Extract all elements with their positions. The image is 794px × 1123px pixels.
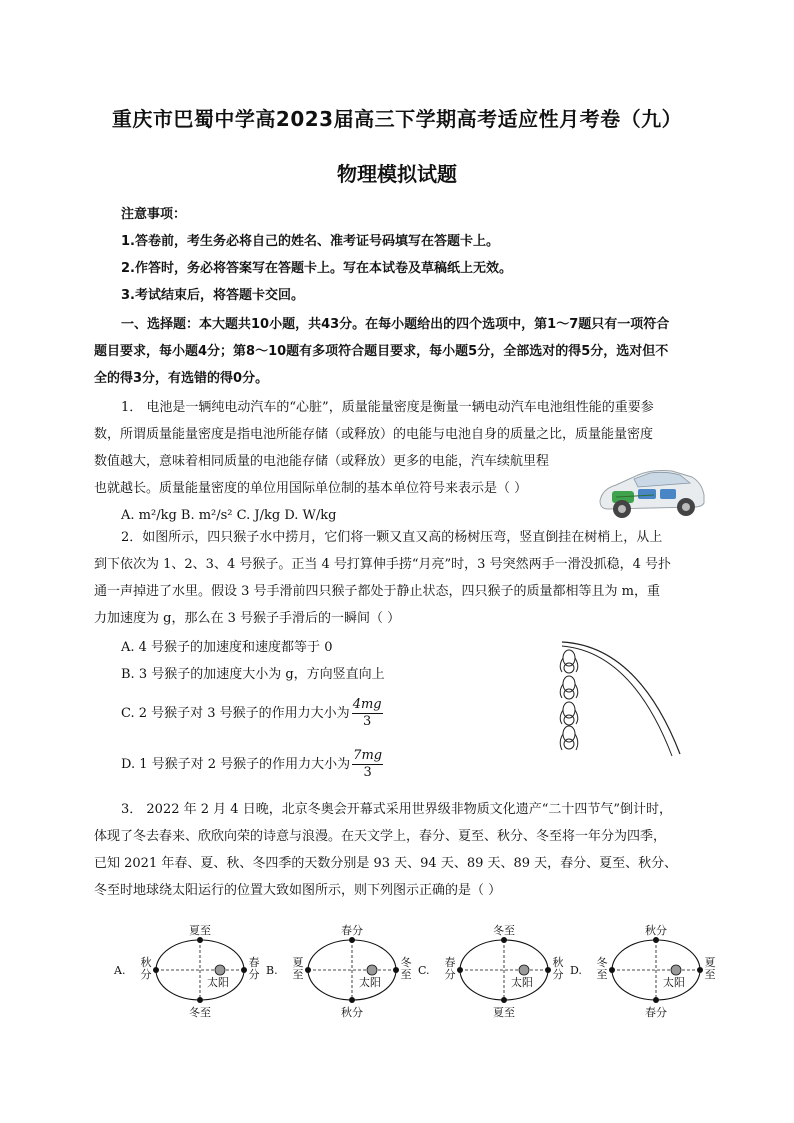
question-2-text: 通一声掉进了水里。假设 3 号手滑前四只猴子都处于静止状态，四只猴子的质量都相等且为 m，重: [94, 584, 660, 599]
sun-label: 太阳: [511, 976, 533, 989]
right-label: 冬至: [400, 956, 412, 981]
earth-position-dot: [393, 967, 399, 973]
earth-position-dot: [609, 967, 615, 973]
monkeys-tree-image: [548, 638, 698, 760]
question-2-text: 力加速度为 g，那么在 3 号猴子手滑后的一瞬间（ ）: [94, 611, 401, 626]
fraction: [352, 697, 383, 730]
orbit-diagram: [418, 923, 564, 1019]
orbit-diagram: [570, 923, 716, 1019]
question-2-text: 到下依次为 1、2、3、4 号猴子。正当 4 号打算伸手捞“月亮”时，3 号突然两手一滑没抓稳，4 号扑: [94, 557, 671, 572]
top-label: 春分: [341, 924, 363, 937]
question-2-option-c: [121, 697, 383, 730]
question-3-text: 冬至时地球绕太阳运行的位置大致如图所示，则下列图示正确的是（ ）: [94, 883, 502, 898]
earth-position-dot: [653, 937, 659, 943]
question-2-text: 2．如图所示，四只猴子水中捞月，它们将一颗又直又高的杨树压弯，竖直倒挂在树梢上，从上: [121, 530, 663, 545]
question-2-option-d: [121, 748, 383, 781]
notice-item: 3.考试结束后，将答题卡交回。: [121, 288, 304, 303]
earth-position-dot: [501, 997, 507, 1003]
right-label: 春分: [248, 956, 260, 981]
earth-position-dot: [457, 967, 463, 973]
earth-position-dot: [349, 937, 355, 943]
earth-position-dot: [697, 967, 703, 973]
right-label: 夏至: [704, 956, 716, 981]
fraction-denominator: 3: [363, 765, 372, 780]
sun-label: 太阳: [663, 976, 685, 989]
top-label: 秋分: [645, 924, 667, 937]
bottom-label: 春分: [645, 1006, 667, 1019]
left-label: 夏至: [292, 956, 304, 981]
question-2-option-b: B. 3 号猴子的加速度大小为 g，方向竖直向上: [121, 667, 385, 682]
option-d-text: D. 1 号猴子对 2 号猴子的作用力大小为: [121, 757, 351, 772]
question-1-options: A. m²/kg B. m²/s² C. J/kg D. W/kg: [121, 508, 337, 523]
sun-label: 太阳: [207, 976, 229, 989]
orbit-diagram: [113, 924, 260, 1019]
bottom-label: 冬至: [189, 1006, 211, 1019]
earth-position-dot: [305, 967, 311, 973]
orbit-diagram: [266, 923, 412, 1019]
notice-heading: 注意事项：: [121, 207, 187, 222]
option-letter: C.: [418, 964, 430, 977]
option-letter: A.: [114, 964, 126, 977]
notice-item: 2.作答时，务必将答案写在答题卡上。写在本试卷及草稿纸上无效。: [121, 261, 512, 276]
section-instructions: 题目要求，每小题4分；第8～10题有多项符合题目要求，每小题5分，全部选对的得5分，选对但不: [94, 344, 669, 359]
question-1-text: 也就越长。质量能量密度的单位用国际单位制的基本单位符号来表示是（ ）: [94, 481, 528, 496]
earth-position-dot: [197, 997, 203, 1003]
section-instructions: 一、选择题：本大题共10小题，共43分。在每小题给出的四个选项中，第1～7题只有一项符合: [121, 317, 670, 332]
fraction-numerator: 4mg: [352, 697, 382, 712]
right-label: 秋分: [552, 956, 564, 981]
option-letter: B.: [266, 964, 278, 977]
question-1-text: 1． 电池是一辆纯电动汽车的“心脏”，质量能量密度是衡量一辆电动汽车电池组性能的重要参: [121, 400, 654, 415]
earth-position-dot: [241, 967, 247, 973]
left-label: 秋分: [140, 956, 152, 981]
top-label: 冬至: [493, 924, 515, 937]
orbit-diagrams: [114, 918, 716, 1020]
earth-position-dot: [501, 937, 507, 943]
section-instructions: 全的得3分，有选错的得0分。: [94, 371, 269, 386]
earth-position-dot: [153, 967, 159, 973]
option-letter: D.: [570, 964, 582, 977]
notice-item: 1.答卷前，考生务必将自己的姓名、准考证号码填写在答题卡上。: [121, 234, 499, 249]
question-1-text: 数值越大，意味着相同质量的电池能存储（或释放）更多的电能，汽车续航里程: [94, 454, 550, 469]
left-label: 冬至: [596, 956, 608, 981]
earth-position-dot: [349, 997, 355, 1003]
option-c-text: C. 2 号猴子对 3 号猴子的作用力大小为: [121, 706, 350, 721]
sun-icon: [367, 965, 377, 975]
page-title: 重庆市巴蜀中学高2023届高三下学期高考适应性月考卷（九）: [111, 107, 683, 131]
sun-label: 太阳: [359, 976, 381, 989]
electric-car-image: [594, 455, 709, 525]
fraction: [352, 748, 383, 781]
page-subtitle: 物理模拟试题: [337, 162, 457, 186]
question-1-text: 数，所谓质量能量密度是指电池所能存储（或释放）的电能与电池自身的质量之比，质量能量密度: [94, 427, 654, 442]
bottom-label: 秋分: [341, 1006, 363, 1019]
earth-position-dot: [545, 967, 551, 973]
sun-icon: [215, 965, 225, 975]
sun-icon: [671, 965, 681, 975]
left-label: 春分: [444, 956, 456, 981]
question-3-text: 3． 2022 年 2 月 4 日晚，北京冬奥会开幕式采用世界级非物质文化遗产“二十四节气”倒计时，: [121, 802, 672, 817]
earth-position-dot: [197, 937, 203, 943]
question-3-text: 已知 2021 年春、夏、秋、冬四季的天数分别是 93 天、94 天、89 天、89 天，春分、夏至、秋分、: [94, 856, 678, 871]
fraction-denominator: 3: [363, 714, 372, 729]
sun-icon: [519, 965, 529, 975]
top-label: 夏至: [189, 924, 211, 937]
question-3-text: 体现了冬去春来、欣欣向荣的诗意与浪漫。在天文学上，春分、夏至、秋分、冬至将一年分为四季，: [94, 829, 667, 844]
earth-position-dot: [653, 997, 659, 1003]
question-2-option-a: A. 4 号猴子的加速度和速度都等于 0: [121, 640, 333, 655]
fraction-numerator: 7mg: [353, 748, 383, 763]
bottom-label: 夏至: [493, 1006, 515, 1019]
